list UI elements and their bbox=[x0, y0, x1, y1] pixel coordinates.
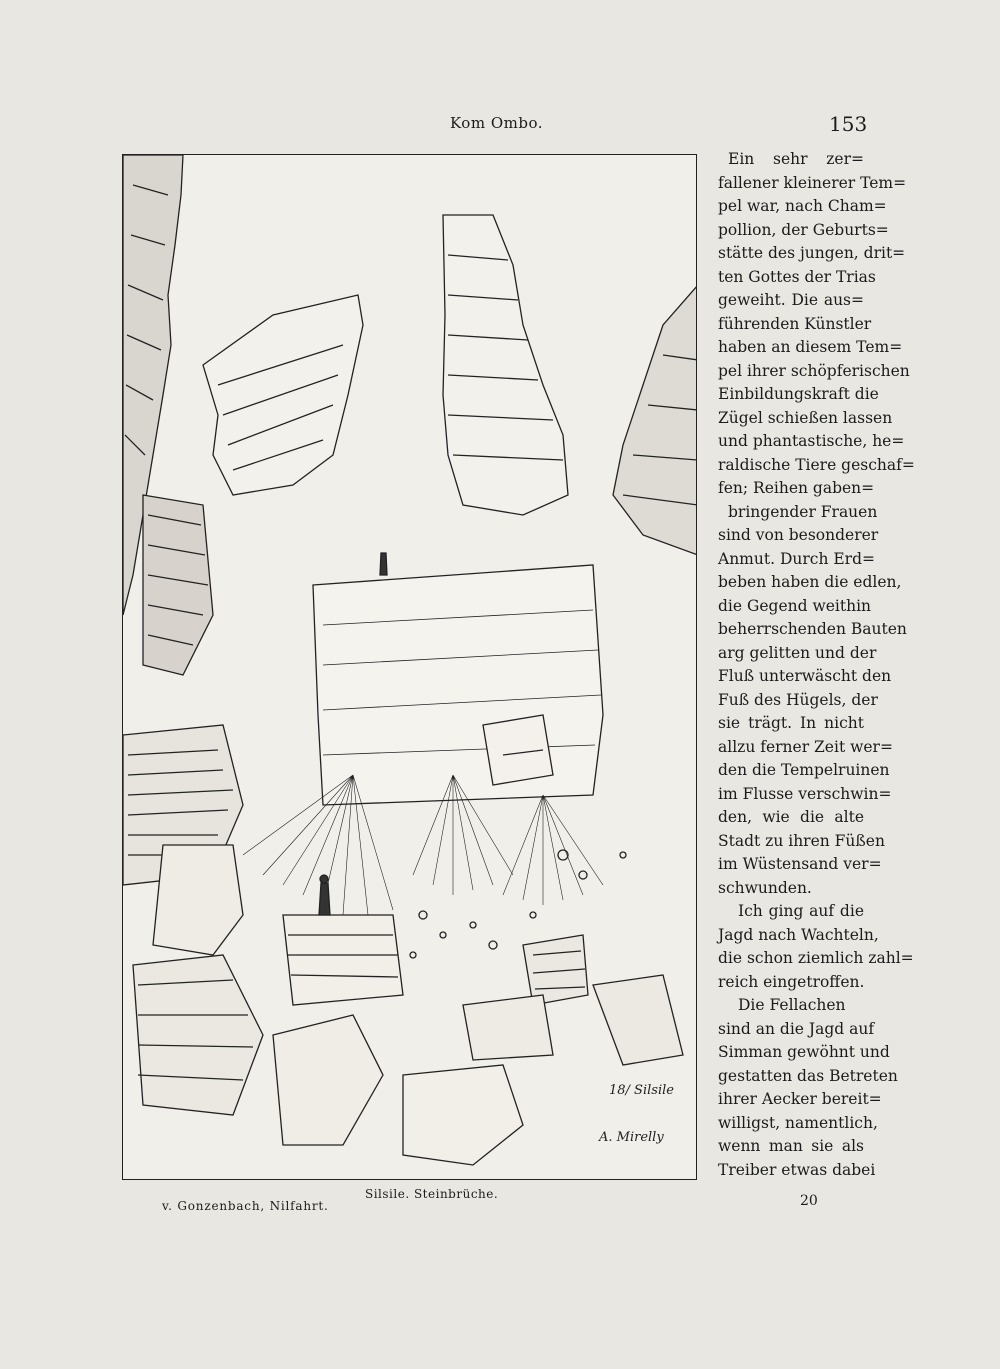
text-line: sind an die Jagd auf bbox=[718, 1019, 875, 1038]
body-text-column bbox=[718, 148, 915, 1182]
text-line: die Gegend weithin bbox=[718, 596, 872, 615]
text-line: Ein sehr zer= bbox=[728, 150, 864, 168]
text-line: pollion, der Geburts= bbox=[718, 220, 889, 239]
text-line: Zügel schießen lassen bbox=[718, 408, 893, 427]
text-line: Anmut. Durch Erd= bbox=[718, 549, 875, 568]
running-header: Kom Ombo. bbox=[450, 114, 543, 132]
text-line: Fuß des Hügels, der bbox=[718, 690, 878, 709]
footer-signature-line: v. Gonzenbach, Nilfahrt. bbox=[162, 1199, 329, 1213]
text-line: beben haben die edlen, bbox=[718, 573, 902, 591]
text-line: führenden Künstler bbox=[718, 314, 872, 333]
text-line: sind von besonderer bbox=[718, 526, 879, 544]
text-line: und phantastische, he= bbox=[718, 432, 905, 450]
text-line: ihrer Aecker bereit= bbox=[718, 1090, 882, 1108]
figure-caption: Silsile. Steinbrüche. bbox=[365, 1187, 499, 1201]
text-line: fallener kleinerer Tem= bbox=[718, 173, 907, 192]
text-line: die schon ziemlich zahl= bbox=[718, 949, 914, 967]
text-line: Treiber etwas dabei bbox=[718, 1160, 876, 1179]
text-line: Stadt zu ihren Füßen bbox=[718, 831, 885, 850]
text-line: im Wüstensand ver= bbox=[718, 855, 882, 873]
text-line: den die Tempelruinen bbox=[718, 761, 890, 779]
text-line: schwunden. bbox=[718, 878, 812, 897]
text-line: geweiht. Die aus= bbox=[718, 291, 864, 309]
artist-date-signature: 18/ Silsile bbox=[609, 1083, 674, 1098]
text-line: beherrschenden Bauten bbox=[718, 620, 907, 638]
text-line: gestatten das Betreten bbox=[718, 1066, 898, 1085]
text-line: stätte des jungen, drit= bbox=[718, 244, 906, 262]
text-line: pel war, nach Cham= bbox=[718, 197, 887, 215]
text-line: wenn man sie als bbox=[718, 1137, 864, 1155]
text-line: Ich ging auf die bbox=[738, 902, 864, 920]
text-line: arg gelitten und der bbox=[718, 643, 877, 662]
text-line: ten Gottes der Trias bbox=[718, 267, 876, 286]
text-line: bringender Frauen bbox=[728, 502, 878, 521]
text-line: Jagd nach Wachteln, bbox=[718, 925, 879, 944]
text-line: fen; Reihen gaben= bbox=[718, 479, 875, 497]
text-line: allzu ferner Zeit wer= bbox=[718, 737, 893, 756]
text-line: reich eingetroffen. bbox=[718, 972, 865, 991]
text-line: Einbildungskraft die bbox=[718, 385, 879, 403]
page-number: 153 bbox=[829, 112, 868, 136]
text-line: raldische Tiere geschaf= bbox=[718, 455, 915, 474]
text-line: Simman gewöhnt und bbox=[718, 1043, 890, 1061]
text-line: den, wie die alte bbox=[718, 808, 864, 826]
text-line: haben an diesem Tem= bbox=[718, 338, 903, 356]
text-line: pel ihrer schöpferischen bbox=[718, 361, 910, 380]
quarry-drawing bbox=[123, 155, 697, 1180]
text-line: sie trägt. In nicht bbox=[718, 714, 864, 732]
text-line: Die Fellachen bbox=[738, 996, 846, 1014]
printer-signature-mark: 20 bbox=[800, 1193, 818, 1209]
text-line: im Flusse verschwin= bbox=[718, 784, 892, 803]
engraving-illustration bbox=[122, 154, 697, 1180]
text-line: Fluß unterwäscht den bbox=[718, 667, 892, 685]
text-line: willigst, namentlich, bbox=[718, 1113, 878, 1132]
artist-signature: A. Mirelly bbox=[599, 1130, 664, 1145]
